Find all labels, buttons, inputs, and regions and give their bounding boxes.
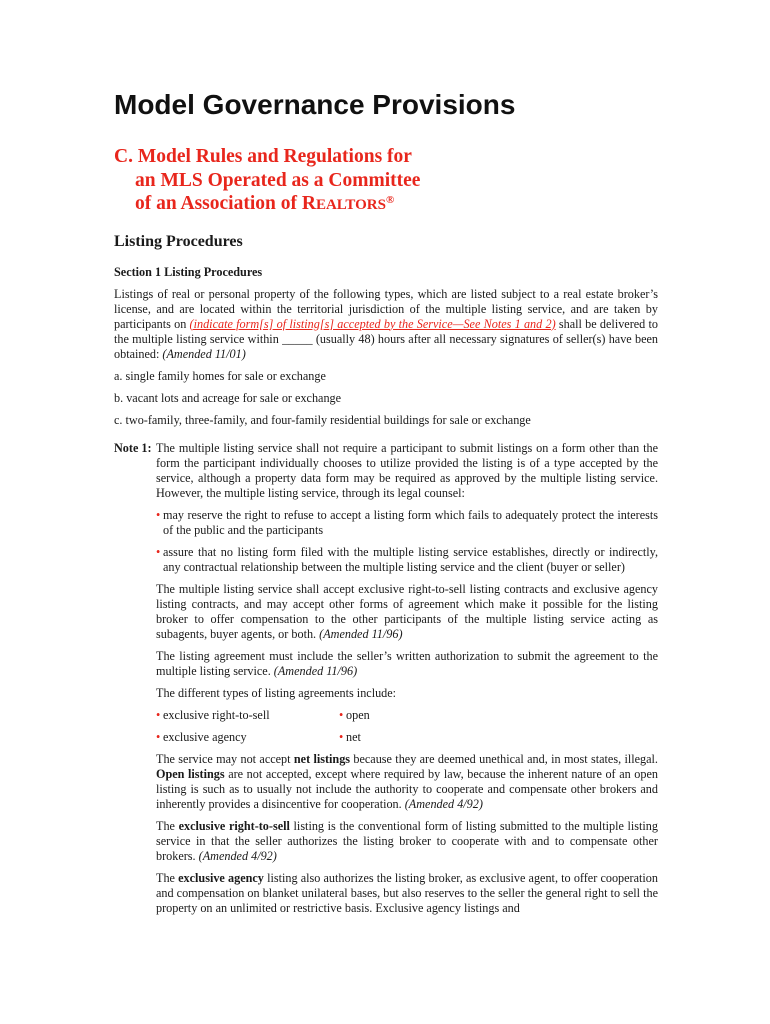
bold-term: exclusive right-to-sell [178, 818, 290, 833]
section1-paragraph [114, 287, 658, 362]
bullet-icon: • [156, 544, 161, 559]
list-item: c. two-family, three-family, and four-family residential buildings for sale or exchange [114, 412, 531, 427]
bold-term: Open listings [156, 766, 225, 781]
para6-text: The [156, 870, 179, 885]
listing-type-label: open [346, 707, 370, 722]
para2-text: The listing agreement must include the seller’s written authorization to submit the agreement to the multiple listing service. [156, 648, 658, 678]
para4-text: The service may not accept [156, 751, 294, 766]
note-intro: The multiple listing service shall not require a participant to submit listings on a form other than the form the participant individually chooses to utilize provided the listing is of a type accepted by the service, although a property data form may be required as approved by the multiple listing service. However, the multiple listing service, through its legal counsel: [156, 440, 658, 500]
section-heading-line3 [114, 192, 658, 218]
amendment-note: (Amended 11/96) [273, 663, 358, 678]
section1-text-b: shall be delivered to the multiple listing service within _____ (usually 48) hours after all necessary signatures of seller(s) have been obtained: [114, 316, 658, 361]
note-paragraph [156, 752, 658, 812]
bullet-item [156, 508, 658, 538]
amendment-note: (Amended 11/96) [319, 626, 403, 641]
bullet-icon: • [156, 507, 161, 522]
note-body [156, 441, 658, 916]
list-item: b. vacant lots and acreage for sale or exchange [114, 390, 342, 405]
listing-type-item [339, 708, 370, 723]
note-paragraph [156, 871, 658, 916]
listing-type-item [339, 730, 361, 745]
note-1 [114, 441, 658, 916]
section1-title: Section 1 Listing Procedures [114, 264, 263, 279]
bullet-item [156, 545, 658, 575]
listing-type-label: net [346, 729, 361, 744]
section-heading-line1: C. Model Rules and Regulations for [114, 146, 412, 167]
document-title: Model Governance Provisions [114, 89, 516, 120]
listing-type-label: exclusive agency [163, 729, 247, 744]
listing-forms-link[interactable]: (indicate form[s] of listing[s] accepted by the Service—See Notes 1 and 2) [189, 316, 556, 331]
bold-term: exclusive agency [178, 870, 264, 885]
listing-types-row [156, 730, 658, 745]
amendment-note: (Amended 4/92) [198, 848, 277, 863]
document-page [114, 88, 658, 916]
section1-text-a: Listings of real or personal property of the following types, which are listed subject to a real estate broker’s license, and are located within the territorial jurisdiction of the multiple listing service, and are taken by participants on [114, 286, 658, 331]
bullet-text: may reserve the right to refuse to accept a listing form which fails to adequately protect the interests of the public and the participants [163, 507, 658, 537]
listing-types-row [156, 708, 658, 723]
para1-text: The multiple listing service shall accept exclusive right-to-sell listing contracts and exclusive agency listing contracts, and may accept other forms of agreement which make it possible for the listing broker to offer compensation to the other participants of the multiple listing service acting as subagents, buyer agents, or both. [156, 581, 658, 641]
amendment-note: (Amended 11/01) [162, 346, 246, 361]
amendment-note: (Amended 4/92) [404, 796, 483, 811]
section-heading-line2: an MLS Operated as a Committee [135, 169, 421, 191]
note-label: Note 1: [114, 440, 152, 455]
note-paragraph [156, 582, 658, 642]
section-heading [114, 145, 658, 218]
para6-text: listing also authorizes the listing broker, as exclusive agent, to offer cooperation and compensation on blanket unilateral bases, but also reserves to the seller the general right to sell the property on an unlimited or restrictive basis. Exclusive agency listings and [156, 870, 658, 915]
note-paragraph [156, 649, 658, 679]
para4-text: because they are deemed unethical and, in most states, illegal. [350, 751, 658, 766]
heading-line3-prefix: of an Association of R [135, 193, 316, 214]
para5-text: The [156, 818, 179, 833]
listing-type-item [156, 730, 339, 745]
bullet-icon: • [339, 707, 344, 722]
note-paragraph: The different types of listing agreements include: [156, 685, 397, 700]
bullet-icon: • [156, 707, 161, 722]
bullet-icon: • [156, 729, 161, 744]
bullet-icon: • [339, 729, 344, 744]
bold-term: net listings [293, 751, 351, 766]
para4-text: are not accepted, except where required by law, because the inherent nature of an open listing is such as to usually not include the authority to cooperate and compensate other brokers and inherently provides a disincentive for cooperation. [156, 766, 658, 811]
subheading: Listing Procedures [114, 232, 243, 250]
bullet-text: assure that no listing form filed with the multiple listing service establishes, directly or indirectly, any contractual relationship between the multiple listing service and the client (buyer or seller) [163, 544, 658, 574]
note-paragraph [156, 819, 658, 864]
listing-type-item [156, 708, 339, 723]
registered-mark: ® [385, 194, 395, 206]
heading-line3-smallcaps: EALTORS [315, 197, 386, 213]
list-item: a. single family homes for sale or exchange [114, 368, 326, 383]
listing-type-label: exclusive right-to-sell [163, 707, 270, 722]
para5-text: listing is the conventional form of listing submitted to the multiple listing service in that the seller authorizes the listing broker to cooperate with and to compensate other brokers. [156, 818, 658, 863]
